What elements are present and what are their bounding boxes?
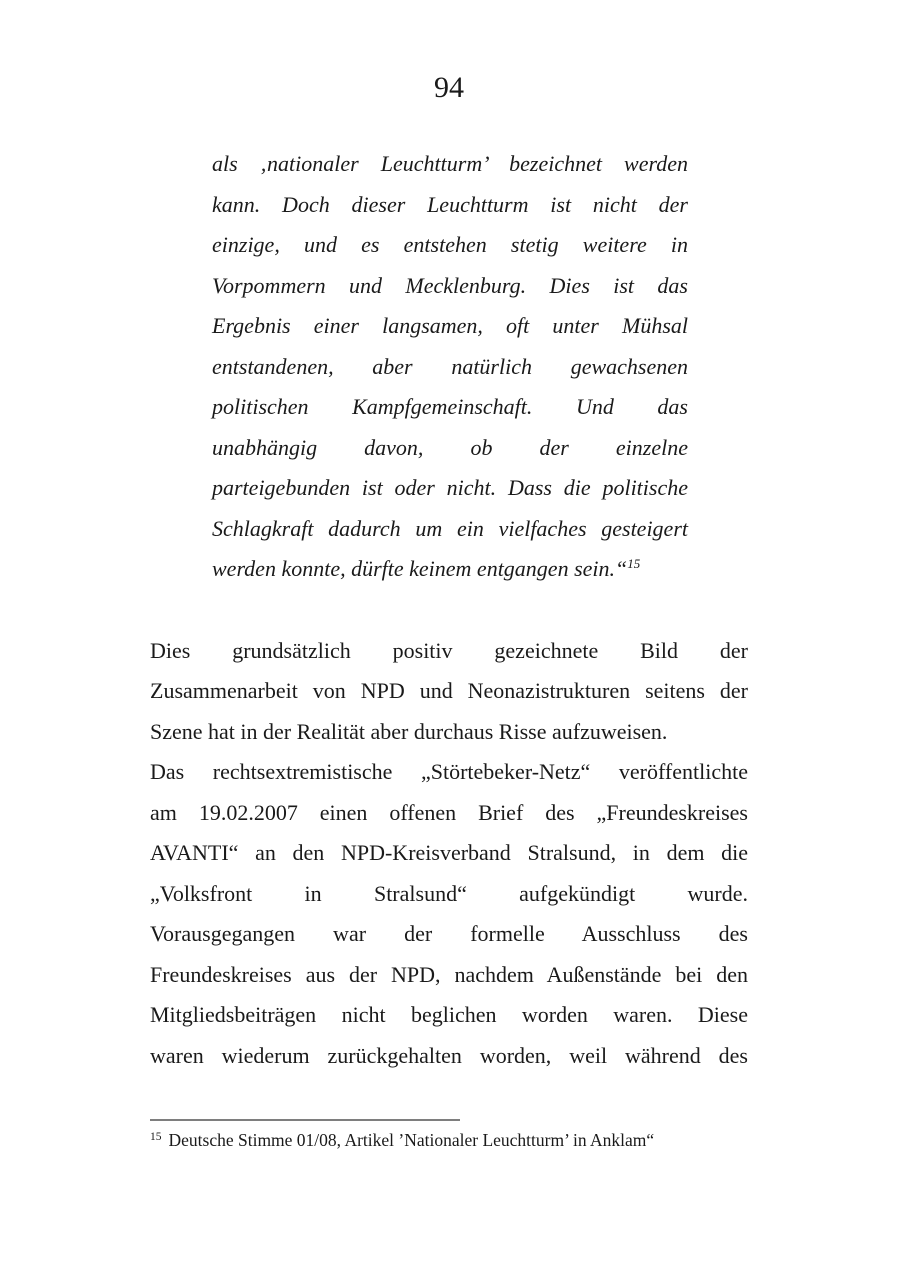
footnote-text: Deutsche Stimme 01/08, Artikel ’Nationaler Leuchtturm’ in Anklam“ xyxy=(168,1130,655,1150)
text-line: Vorpommern und Mecklenburg. Dies ist das xyxy=(212,272,688,298)
block-quote xyxy=(212,144,688,590)
text-line: entstandenen, aber natürlich gewachsenen xyxy=(212,353,688,379)
paragraph-1-last-line: Szene hat in der Realität aber durchaus Risse aufzuweisen. xyxy=(150,718,668,744)
text-line: Ergebnis einer langsamen, oft unter Mühsal xyxy=(212,313,688,338)
text-line: als ‚nationaler Leuchtturm’ bezeichnet werden xyxy=(212,151,688,176)
text-line: „Volksfront in Stralsund“ aufgekündigt wurde. xyxy=(150,880,748,906)
footnote-marker: 15 xyxy=(150,1131,162,1143)
text-line: politischen Kampfgemeinschaft. Und das xyxy=(212,394,688,419)
text-line: kann. Doch dieser Leuchtturm ist nicht der xyxy=(212,191,688,217)
paragraph-1 xyxy=(150,631,748,753)
text-line: waren wiederum zurückgehalten worden, weil während des xyxy=(150,1042,748,1068)
text-line: Freundeskreises aus der NPD, nachdem Außenstände bei den xyxy=(150,961,748,987)
footnote-separator-rule xyxy=(150,1119,460,1121)
text-line: unabhängig davon, ob der einzelne xyxy=(212,434,688,460)
text-line: Das rechtsextremistische „Störtebeker-Netz“ veröffentlichte xyxy=(150,759,748,784)
quote-lines xyxy=(212,144,688,549)
text-line: Zusammenarbeit von NPD und Neonazistrukturen seitens der xyxy=(150,678,748,703)
text-line: am 19.02.2007 einen offenen Brief des „Freundeskreises xyxy=(150,799,748,825)
text-line: Vorausgegangen war der formelle Ausschluss des xyxy=(150,921,748,946)
paragraph-2 xyxy=(150,752,748,1076)
text-line: parteigebunden ist oder nicht. Dass die politische xyxy=(212,475,688,500)
page-number: 94 xyxy=(434,71,464,104)
text-line: Mitgliedsbeiträgen nicht beglichen worden waren. Diese xyxy=(150,1002,748,1027)
paragraph-1-lines xyxy=(150,631,748,712)
footnote-ref: 15 xyxy=(627,556,641,571)
footnote xyxy=(150,1130,748,1151)
text-line: AVANTI“ an den NPD-Kreisverband Stralsund, in dem die xyxy=(150,840,748,865)
text-line: Dies grundsätzlich positiv gezeichnete Bild der xyxy=(150,637,748,663)
quote-last-line xyxy=(212,549,688,590)
body-text xyxy=(150,631,748,1077)
text-line: einzige, und es entstehen stetig weitere in xyxy=(212,232,688,257)
paragraph-2-lines xyxy=(150,752,748,1076)
quote-last-line-text: werden konnte, dürfte keinem entgangen sein.“ xyxy=(212,556,628,581)
text-line: Schlagkraft dadurch um ein vielfaches gesteigert xyxy=(212,515,688,541)
